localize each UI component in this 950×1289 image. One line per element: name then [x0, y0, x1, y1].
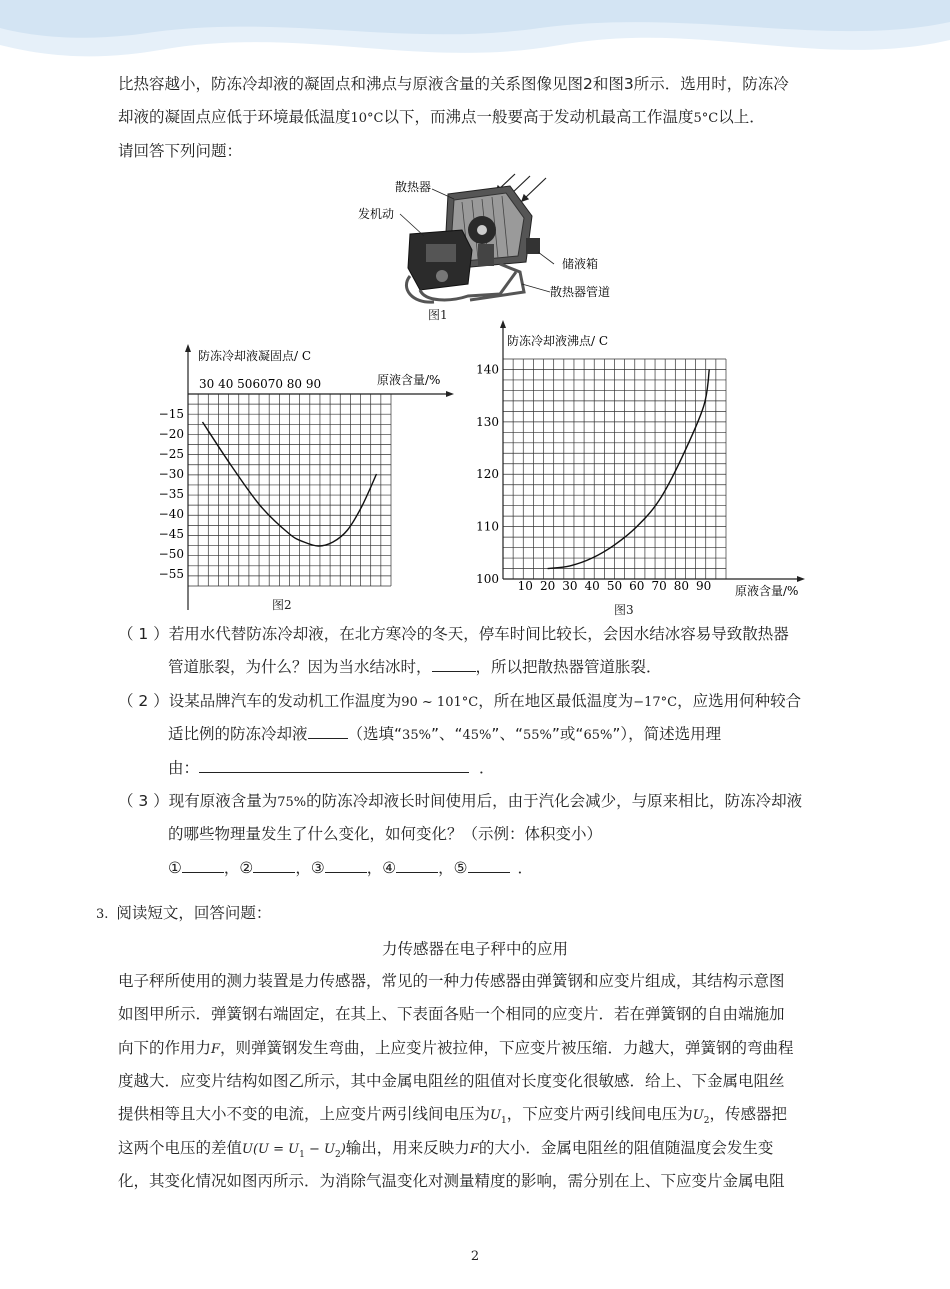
- y-axis-arrow: [185, 344, 191, 352]
- question-3-line-2: 的哪些物理量发生了什么变化，如何变化？（示例：体积变小）: [168, 825, 603, 843]
- y-tick-label: −15: [158, 407, 184, 421]
- x-tick-label: 50: [606, 579, 623, 593]
- label-reservoir: 储液箱: [562, 257, 599, 271]
- figure-2-caption: 图2: [272, 598, 292, 612]
- article-line-6: 这两个电压的差值$U(U = U_1 - U_2)$输出，用来反映力F的大小．金属电阻丝的阻值随温度会发生变: [118, 1139, 774, 1161]
- question-3-blank-3[interactable]: [325, 858, 367, 873]
- figure-3-caption: 图3: [614, 603, 634, 617]
- figure-2-freezing-point-chart: [150, 338, 470, 618]
- y-tick-label: −50: [158, 547, 184, 561]
- question-2-line-1: （ 2 ）设某品牌汽车的发动机工作温度为90 ~ 101°C，所在地区最低温度为−17°C，应选用何种较合: [118, 692, 802, 710]
- header-wave-decoration: [0, 0, 950, 70]
- x-tick-label: 60: [629, 579, 645, 593]
- x-tick-label: 30: [562, 579, 578, 593]
- figure-1-radiator-illustration: [350, 172, 620, 322]
- question-3-number: （ 3 ）: [118, 792, 169, 810]
- y-tick-label: 120: [476, 467, 499, 482]
- y-tick-label: 130: [476, 414, 499, 429]
- y-tick-label: −45: [158, 527, 184, 541]
- question-2-blank-choice[interactable]: [308, 724, 348, 739]
- x-tick-label: 90: [696, 579, 712, 593]
- y-tick-label: −20: [158, 427, 184, 441]
- section-3-heading: 3. 阅读短文，回答问题：: [96, 904, 272, 922]
- boiling-point-curve: [548, 369, 710, 568]
- intro-line-3: 请回答下列问题：: [118, 142, 243, 160]
- y-tick-label: 100: [476, 572, 499, 586]
- x-axis-arrow: [446, 391, 454, 397]
- y-tick-label: −35: [158, 487, 184, 501]
- y-tick-label: −40: [158, 507, 184, 521]
- reservoir-box: [526, 238, 540, 254]
- label-radiator: 散热器: [395, 180, 432, 194]
- article-title: 力传感器在电子秤中的应用: [381, 940, 568, 958]
- question-3-line-3: ① ，② ，③ ，④ ，⑤ ．: [168, 859, 534, 877]
- y-tick-label: 110: [476, 519, 499, 534]
- x-axis-arrow: [797, 576, 805, 582]
- section-3-number: 3.: [96, 907, 109, 922]
- question-2-number: （ 2 ）: [118, 692, 169, 710]
- y-tick-label: −25: [158, 447, 184, 461]
- article-line-1: 电子秤所使用的测力装置是力传感器，常见的一种力传感器由弹簧钢和应变片组成，其结构示意图: [118, 972, 785, 990]
- question-2-blank-reason[interactable]: [199, 758, 469, 773]
- page-number: 2: [470, 1249, 480, 1264]
- label-engine: 发机动: [358, 207, 395, 221]
- question-3-line-1: （ 3 ）现有原液含量为75%的防冻冷却液长时间使用后，由于汽化会减少，与原来相比，防冻冷却液: [118, 792, 803, 810]
- question-1-line-1: （ 1 ）若用水代替防冻冷却液，在北方寒冷的冬天，停车时间比较长，会因水结冰容易导致散热器: [118, 625, 789, 643]
- question-3-blank-2[interactable]: [253, 858, 295, 873]
- x-tick-labels: 30 40 506070 80 90: [199, 377, 322, 391]
- article-line-2: 如图甲所示．弹簧钢右端固定，在其上、下表面各贴一个相同的应变片．若在弹簧钢的自由端施加: [118, 1005, 785, 1023]
- chart-title: 防冻冷却液沸点/ C: [507, 334, 609, 348]
- question-3-blank-4[interactable]: [396, 858, 438, 873]
- y-tick-label: 140: [476, 362, 499, 377]
- article-line-7: 化，其变化情况如图丙所示．为消除气温变化对测量精度的影响，需分别在上、下应变片金属电阻: [118, 1172, 785, 1190]
- x-axis-label: 原液含量/%: [377, 373, 441, 387]
- chart-title: 防冻冷却液凝固点/ C: [198, 349, 312, 363]
- intro-line-2: 却液的凝固点应低于环境最低温度10°C以下，而沸点一般要高于发动机最高工作温度5°C以上．: [118, 108, 765, 126]
- x-tick-label: 20: [539, 579, 556, 593]
- x-tick-label: 70: [651, 579, 667, 593]
- question-2-line-2: 适比例的防冻冷却液 （选填“35%”、“45%”、“55%”或“65%”），简述选用理: [168, 725, 722, 743]
- x-axis-label: 原液含量/%: [735, 584, 799, 598]
- question-3-blank-5[interactable]: [468, 858, 510, 873]
- question-3-blank-1[interactable]: [182, 858, 224, 873]
- y-tick-label: −30: [158, 467, 184, 481]
- x-tick-label: 10: [517, 579, 533, 593]
- x-tick-label: 40: [584, 579, 600, 593]
- intro-line-1: 比热容越小，防冻冷却液的凝固点和沸点与原液含量的关系图像见图2和图3所示．选用时，防冻冷: [118, 75, 789, 93]
- question-2-line-3: 由： ．: [168, 759, 495, 777]
- article-line-5: 提供相等且大小不变的电流，上应变片两引线间电压为$U_1$，下应变片两引线间电压为$U_2$，传感器把: [118, 1105, 787, 1127]
- question-1-line-2: 管道胀裂，为什么？因为当水结冰时， ，所以把散热器管道胀裂．: [168, 658, 662, 676]
- y-axis-arrow: [500, 320, 506, 328]
- article-line-3: 向下的作用力F，则弹簧钢发生弯曲，上应变片被拉伸，下应变片被压缩．力越大，弹簧钢的弯曲程: [118, 1039, 794, 1057]
- figure-1-caption: 图1: [428, 308, 448, 322]
- x-tick-label: 80: [673, 579, 690, 593]
- y-tick-label: −55: [158, 567, 184, 581]
- article-line-4: 度越大．应变片结构如图乙所示，其中金属电阻丝的阻值对长度变化很敏感．给上、下金属电阻丝: [118, 1072, 785, 1090]
- question-1-blank[interactable]: [432, 657, 476, 672]
- figure-3-boiling-point-chart: [465, 318, 825, 608]
- question-1-number: （ 1 ）: [118, 625, 169, 643]
- label-radiator-pipe: 散热器管道: [550, 285, 611, 299]
